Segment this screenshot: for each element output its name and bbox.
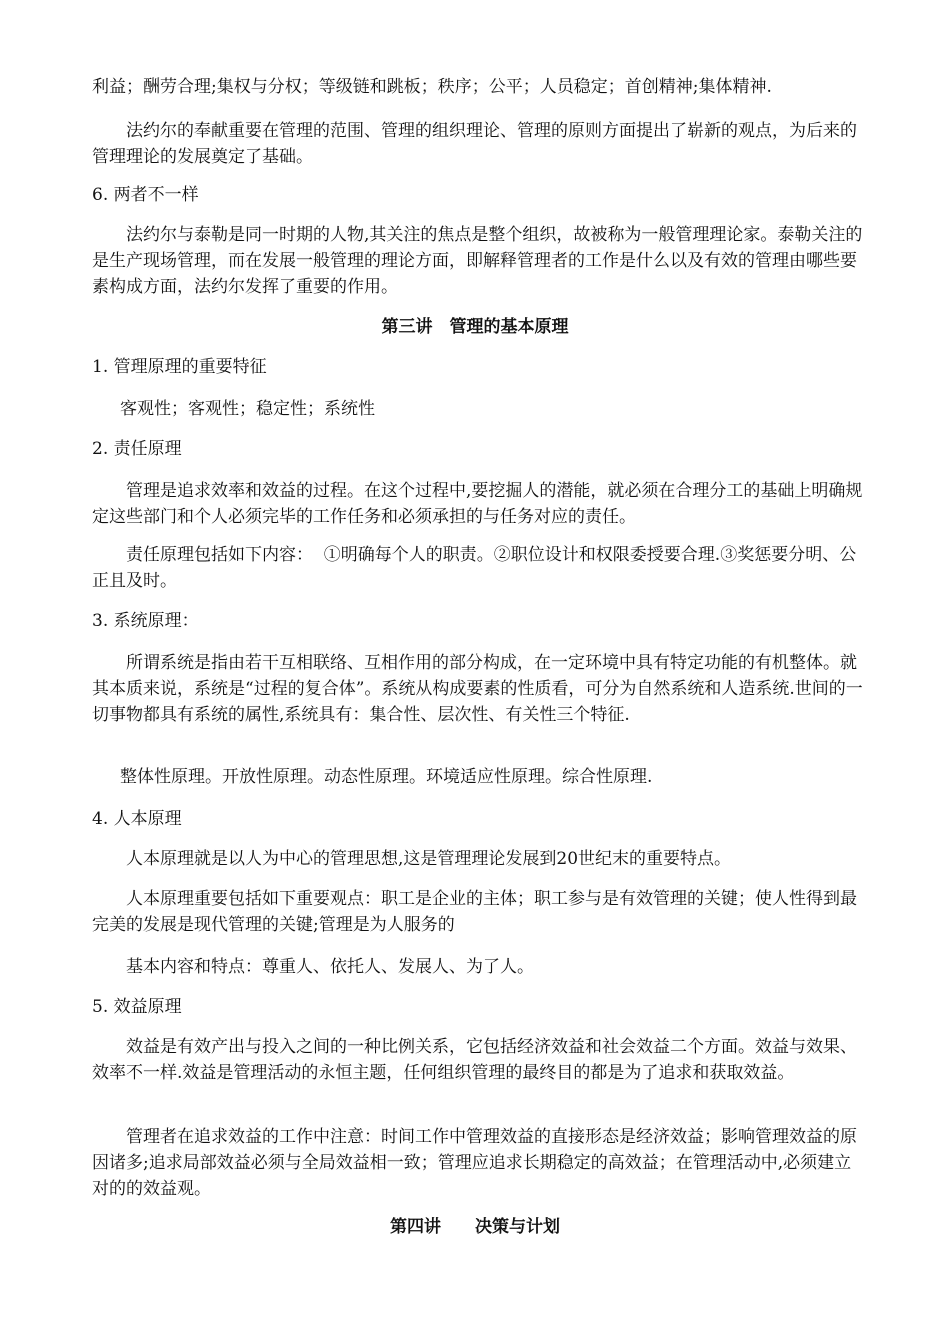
- paragraph-system: 所谓系统是指由若干互相联络、互相作用的部分构成，在一定环境中具有特定功能的有机整体。就其本质来说，系统是“过程的复合体”。系统从构成要素的性质看，可分为自然系统和人造系统.世间的一切事物都具有系统的属性,系统具有：集合性、层次性、有关性三个特征.: [92, 653, 863, 725]
- paragraph-benefit-notes: 管理者在追求效益的工作中注意：时间工作中管理效益的直接形态是经济效益；影响管理效益的原因诸多;追求局部效益必须与全局效益相一致；管理应追求长期稳定的高效益；在管理活动中,必须建立对的的效益观。: [92, 1127, 857, 1199]
- paragraph-responsibility: 管理是追求效率和效益的过程。在这个过程中,要挖掘人的潜能，就必须在合理分工的基础上明确规定这些部门和个人必须完毕的工作任务和必须承担的与任务对应的责任。: [92, 481, 863, 527]
- paragraph-principles-list: 利益；酬劳合理;集权与分权；等级链和跳板；秩序；公平；人员稳定；首创精神;集体精神.: [92, 77, 772, 97]
- paragraph-features: 客观性；客观性；稳定性；系统性: [120, 399, 375, 419]
- section-heading-1: 1. 管理原理的重要特征: [92, 357, 267, 377]
- paragraph-humanism-features: 基本内容和特点：尊重人、依托人、发展人、为了人。: [126, 957, 534, 977]
- section-heading-4: 4. 人本原理: [92, 809, 182, 829]
- paragraph-fayol-taylor: 法约尔与泰勒是同一时期的人物,其关注的焦点是整个组织，故被称为一般管理理论家。泰勒关注的是生产现场管理，而在发展一般管理的理论方面，即解释管理者的工作是什么以及有效的管理由哪些要素构成方面，法约尔发挥了重要的作用。: [92, 225, 863, 297]
- section-heading-2: 2. 责任原理: [92, 439, 182, 459]
- paragraph-responsibility-content: 责任原理包括如下内容： ①明确每个人的职责。②职位设计和权限委授要合理.③奖惩要分明、公正且及时。: [92, 545, 857, 591]
- paragraph-humanism-views: 人本原理重要包括如下重要观点：职工是企业的主体；职工参与是有效管理的关键；使人性得到最完美的发展是现代管理的关键;管理是为人服务的: [92, 889, 857, 935]
- lecture-3-title: 第三讲 管理的基本原理: [381, 317, 569, 337]
- section-heading-3: 3. 系统原理：: [92, 611, 199, 631]
- paragraph-system-principles: 整体性原理。开放性原理。动态性原理。环境适应性原理。综合性原理.: [120, 767, 653, 787]
- paragraph-benefit: 效益是有效产出与投入之间的一种比例关系，它包括经济效益和社会效益二个方面。效益与效果、效率不一样.效益是管理活动的永恒主题，任何组织管理的最终目的都是为了追求和获取效益。: [92, 1037, 857, 1083]
- section-heading-5: 5. 效益原理: [92, 997, 182, 1017]
- paragraph-humanism: 人本原理就是以人为中心的管理思想,这是管理理论发展到20世纪末的重要特点。: [126, 849, 732, 869]
- lecture-4-title: 第四讲 决策与计划: [390, 1217, 560, 1237]
- section-heading-6: 6. 两者不一样: [92, 185, 199, 205]
- paragraph-fayol-contribution: 法约尔的奉献重要在管理的范围、管理的组织理论、管理的原则方面提出了崭新的观点，为后来的管理理论的发展奠定了基础。: [92, 121, 857, 167]
